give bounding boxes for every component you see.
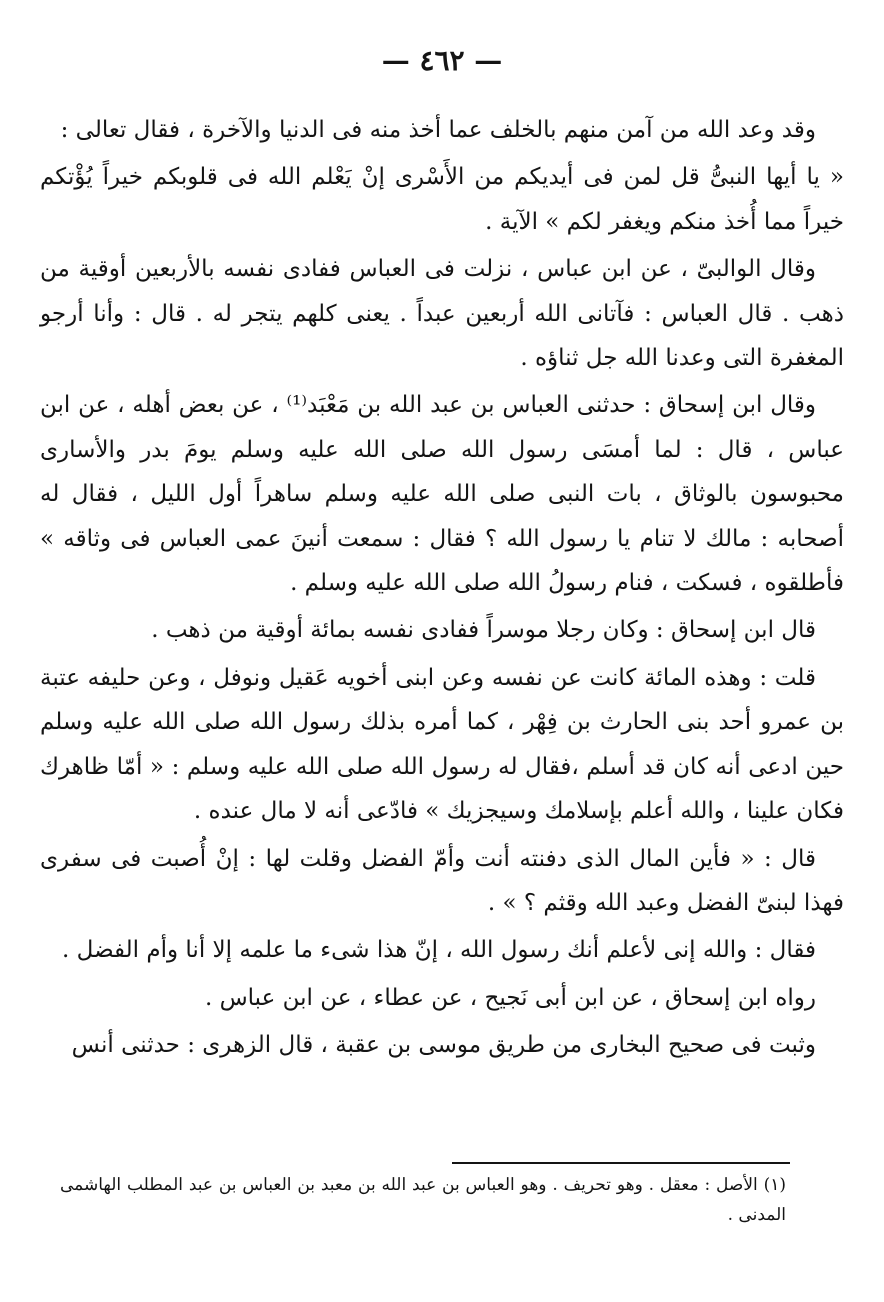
- quote-paragraph: « يا أيها النبىُّ قل لمن فى أيديكم من الأَسْرى إنْ يَعْلم الله فى قلوبكم خيراً يُؤْتكم خيراً مما أُخذ منكم ويغفر لكم » الآية .: [40, 164, 844, 235]
- paragraph: وقال الوالبىّ ، عن ابن عباس ، نزلت فى العباس ففادى نفسه بالأربعين أوقية من ذهب . قال العباس : فآتانى الله أربعين عبداً . يعنى كلهم يتجر له . قال : وأنا أرجو المغفرة التى وعدنا الله جل ثناؤه .: [40, 256, 844, 372]
- paragraph: قال ابن إسحاق : وكان رجلا موسراً ففادى نفسه بمائة أوقية من ذهب .: [151, 617, 816, 644]
- paragraph: رواه ابن إسحاق ، عن ابن أبى نَجيح ، عن عطاء ، عن ابن عباس .: [204, 984, 816, 1011]
- paragraph: قلت : وهذه المائة كانت عن نفسه وعن ابنى أخويه عَقيل ونوفل ، وعن حليفه عتبة بن عمرو أحد بنى الحارث بن فِهْر ، كما أمره بذلك رسول الله صلى الله عليه وسلم حين ادعى أنه كان قد أسلم ،فقال له رسول الله صلى الله عليه وسلم : « أمّا ظاهرك فكان علينا ، والله أعلم بإسلامك وسيجزيك » فادّعى أنه لا مال عنده .: [40, 664, 844, 825]
- paragraph: وثبت فى صحيح البخارى من طريق موسى بن عقبة ، قال الزهرى : حدثنى أنس: [71, 1032, 816, 1059]
- page-number: — ٤٦٢ —: [381, 44, 503, 77]
- paragraph: وقال ابن إسحاق : حدثنى العباس بن عبد الله بن مَعْبَد⁽¹⁾ ، عن بعض أهله ، عن ابن عباس ، قال : لما أمسَى رسول الله صلى الله عليه وسلم يومَ بدر والأسارى محبوسون بالوثاق ، بات النبى صلى الله عليه وسلم ساهراً أول الليل ، فقال له أصحابه : مالك لا تنام يا رسول الله ؟ فقال : سمعت أنينَ عمى العباس فى وثاقه » فأطلقوه ، فسكت ، فنام رسولُ الله صلى الله عليه وسلم .: [40, 392, 844, 597]
- footnote-divider: [452, 1162, 790, 1164]
- paragraph: فقال : والله إنى لأعلم أنك رسول الله ، إنّ هذا شىء ما علمه إلا أنا وأم الفضل .: [62, 937, 816, 964]
- main-text: [40, 108, 844, 1071]
- paragraph: وقد وعد الله من آمن منهم بالخلف عما أخذ منه فى الدنيا والآخرة ، فقال تعالى :: [60, 117, 816, 143]
- paragraph: قال : « فأين المال الذى دفنته أنت وأمّ الفضل وقلت لها : إنْ أُصبت فى سفرى فهذا لبنىّ الفضل وعبد الله وقثم ؟ » .: [40, 845, 844, 916]
- footnote: (١) الأصل : معقل . وهو تحريف . وهو العباس بن عبد الله بن معبد بن العباس بن عبد المطلب الهاشمى المدنى .: [60, 1175, 786, 1225]
